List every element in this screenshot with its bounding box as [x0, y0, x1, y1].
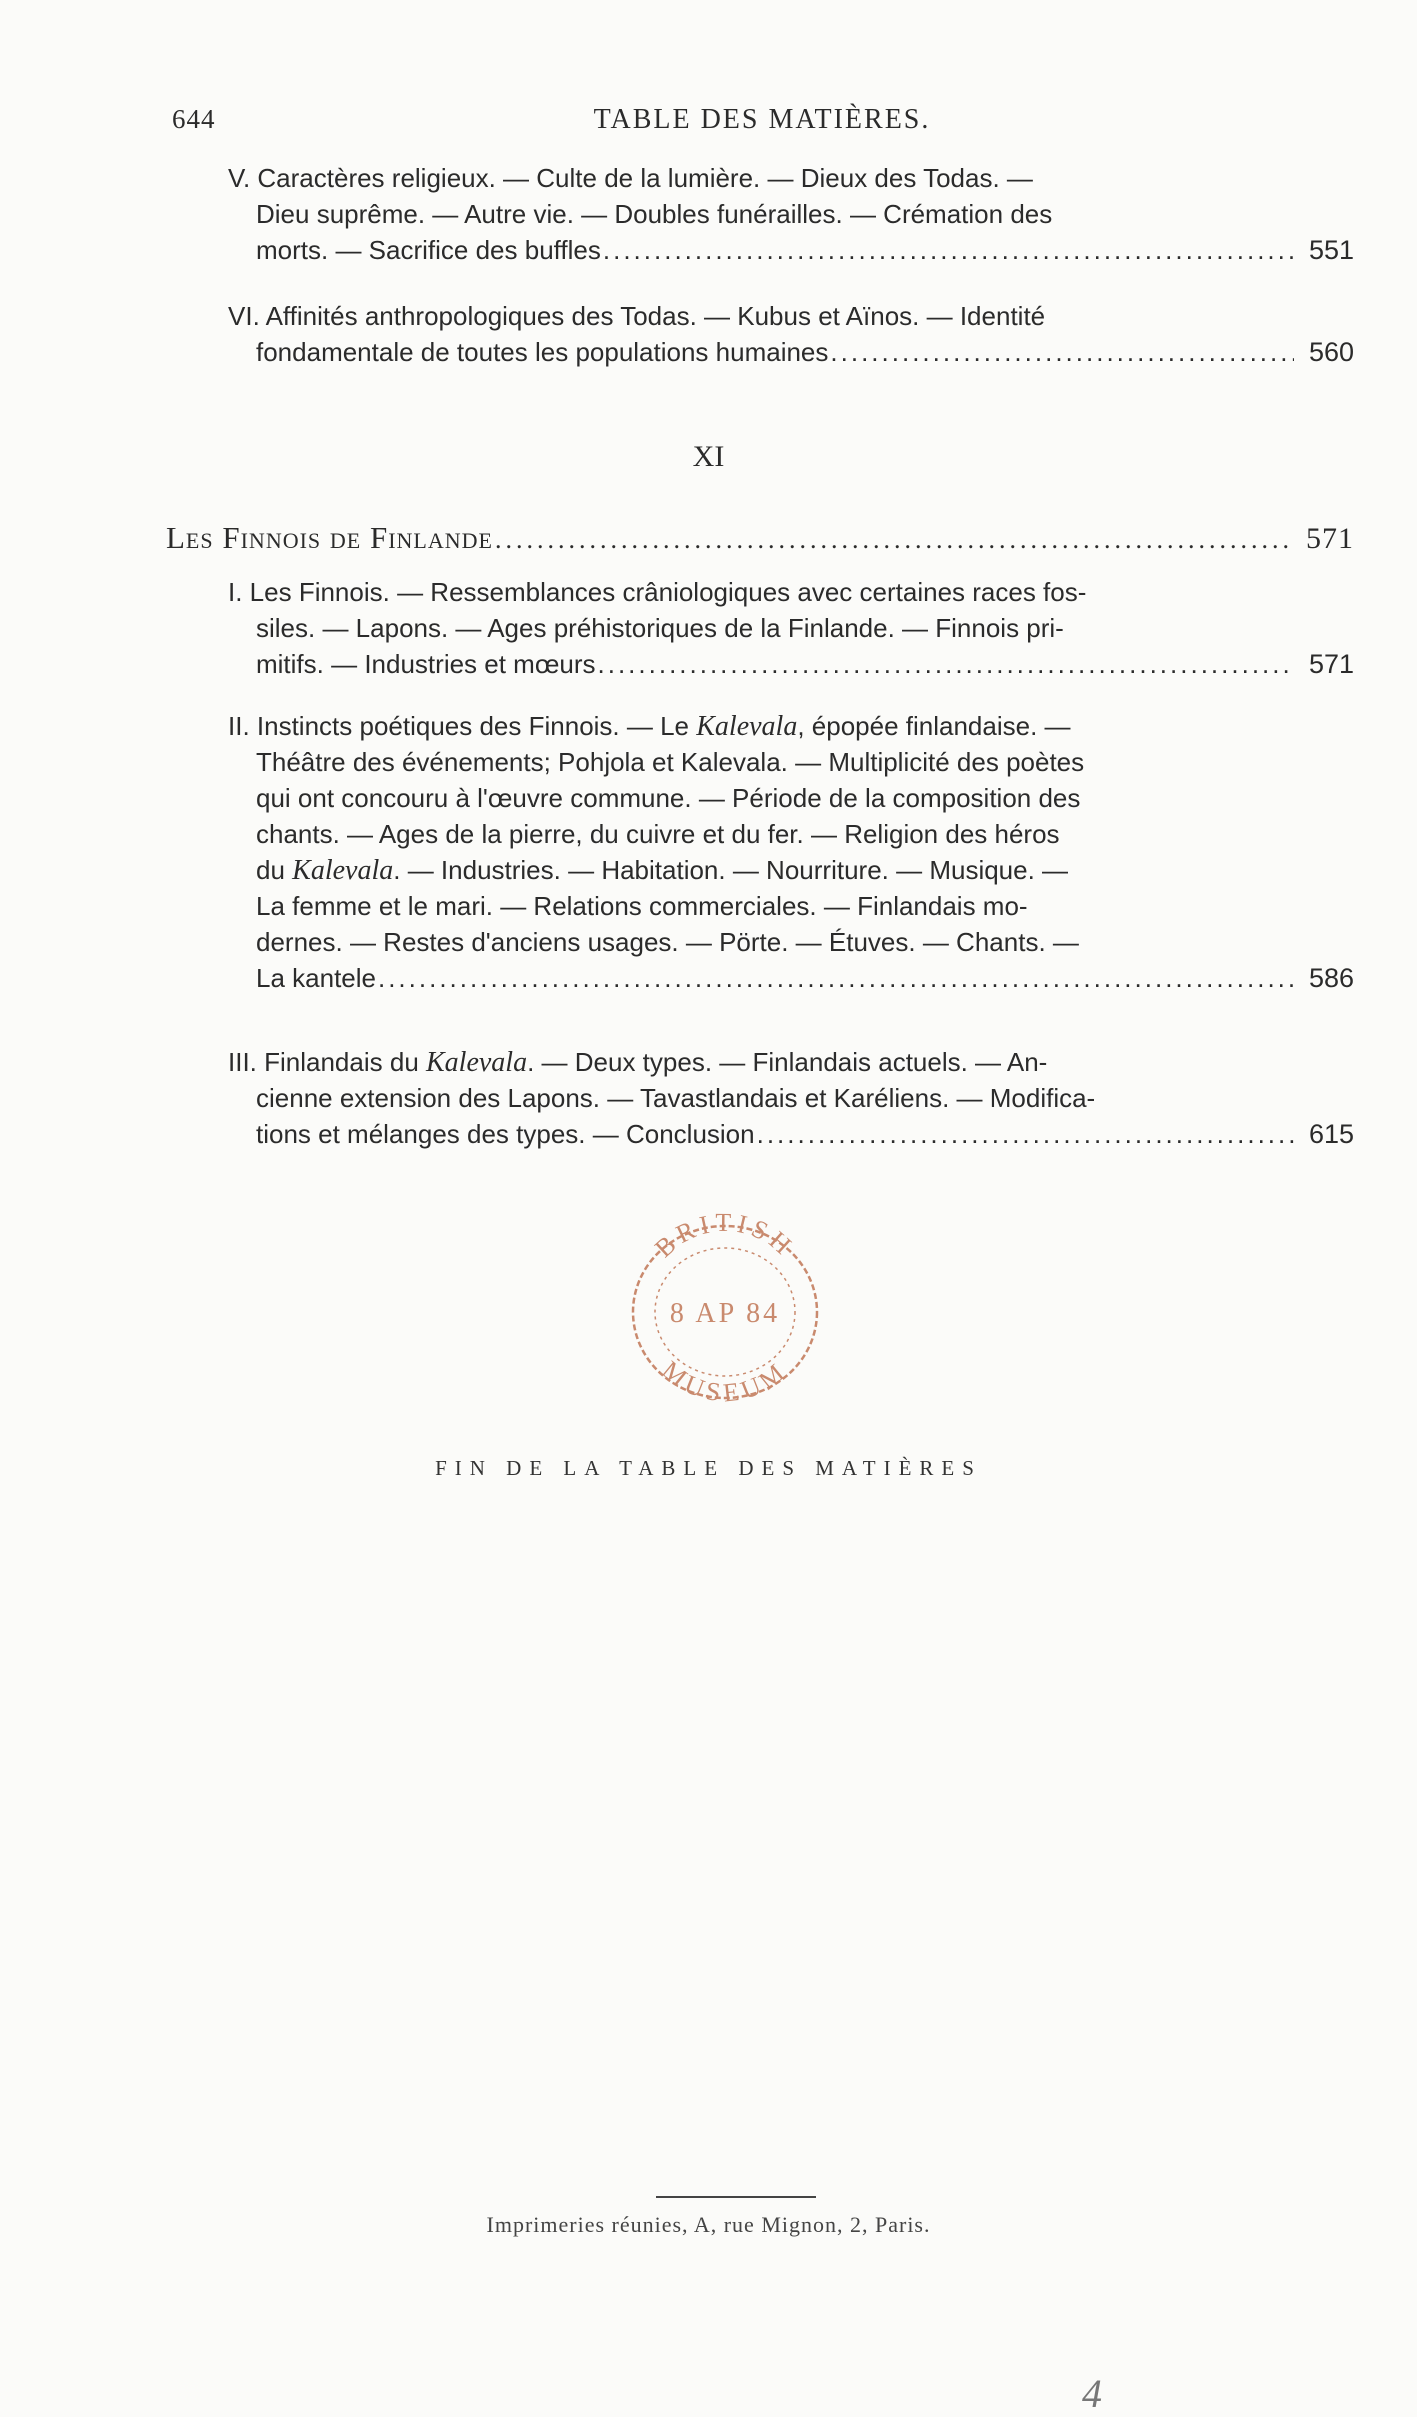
toc-line: Dieu suprême. — Autre vie. — Doubles funérailles. — Crémation des [256, 199, 1053, 229]
toc-line: I. Les Finnois. — Ressemblances crâniologiques avec certaines races fos- [228, 577, 1087, 607]
toc-line: qui ont concouru à l'œuvre commune. — Période de la composition des [256, 783, 1081, 813]
toc-page-number: 586 [1308, 963, 1354, 993]
toc-page-number: 560 [1308, 337, 1354, 367]
toc-line: III. Finlandais du Kalevala. — Deux types. — Finlandais actuels. — An- [228, 1047, 1048, 1078]
italic-title: Kalevala [292, 855, 394, 886]
svg-text:MUSEUM [657, 1355, 794, 1407]
toc-page-number: 571 [1308, 649, 1354, 679]
svg-text:BRITISH [649, 1208, 800, 1263]
stamp-top-text: BRITISH [649, 1208, 801, 1264]
printer-imprint: Imprimeries réunies, A, rue Mignon, 2, Paris. [486, 2212, 931, 2237]
toc-line: La femme et le mari. — Relations commerciales. — Finlandais mo- [256, 891, 1028, 921]
pencil-mark: 4 [1082, 2371, 1102, 2416]
toc-line-last: fondamentale de toutes les populations humaines ..... 560 [228, 334, 1354, 370]
toc-section-ii [228, 708, 1354, 996]
italic-title: Kalevala [426, 1047, 528, 1078]
toc-line: du Kalevala. — Industries. — Habitation. — Nourriture. — Musique. — [256, 855, 1069, 886]
toc-line-last: tions et mélanges des types. — Conclusion ..... 615 [228, 1116, 1354, 1152]
toc-entry-vi [228, 298, 1354, 370]
page-number: 644 [172, 104, 216, 134]
stamp-bottom-text: MUSEUM [656, 1355, 794, 1408]
toc-line-last: morts. — Sacrifice des buffles ..... 551 [228, 232, 1354, 268]
toc-line: V. Caractères religieux. — Culte de la lumière. — Dieux des Todas. — [228, 163, 1033, 193]
stamp-date: 8 AP 84 [669, 1298, 781, 1329]
dot-leader [757, 1116, 1294, 1152]
imprint-rule [656, 2196, 816, 2198]
library-stamp [610, 1208, 840, 1408]
toc-line-last: La kantele ..... 586 [228, 960, 1354, 996]
toc-line: II. Instincts poétiques des Finnois. — Le Kalevala, épopée finlandaise. — [228, 711, 1071, 742]
page-header [172, 104, 1352, 144]
dot-leader [598, 646, 1295, 682]
dot-leader [495, 525, 1294, 555]
chapter-number: XI [692, 440, 725, 473]
dot-leader [378, 960, 1294, 996]
toc-line: cienne extension des Lapons. — Tavastlandais et Karéliens. — Modifica- [256, 1083, 1096, 1113]
toc-line: VI. Affinités anthropologiques des Todas. — Kubus et Aïnos. — Identité [228, 301, 1046, 331]
chapter-title: Les Finnois de Finlande [166, 520, 493, 555]
end-of-table-note: FIN DE LA TABLE DES MATIÈRES [435, 1456, 982, 1480]
toc-line-last: mitifs. — Industries et mœurs ..... 571 [228, 646, 1354, 682]
toc-line: chants. — Ages de la pierre, du cuivre et du fer. — Religion des héros [256, 819, 1060, 849]
toc-page-number: 615 [1308, 1119, 1354, 1149]
italic-title: Kalevala [696, 711, 798, 742]
dot-leader [603, 232, 1294, 268]
chapter-page-number: 571 [1306, 522, 1354, 555]
toc-section-iii [228, 1044, 1354, 1152]
dot-leader [830, 334, 1294, 370]
toc-section-i [228, 574, 1354, 682]
toc-line: dernes. — Restes d'anciens usages. — Pörte. — Étuves. — Chants. — [256, 927, 1079, 957]
toc-page-number: 551 [1308, 235, 1354, 265]
toc-line: Théâtre des événements; Pohjola et Kalevala. — Multiplicité des poètes [256, 747, 1085, 777]
toc-line: siles. — Lapons. — Ages préhistoriques de la Finlande. — Finnois pri- [256, 613, 1064, 643]
running-title: TABLE DES MATIÈRES. [593, 104, 931, 135]
chapter-heading [166, 520, 1354, 556]
toc-entry-v [228, 160, 1354, 268]
